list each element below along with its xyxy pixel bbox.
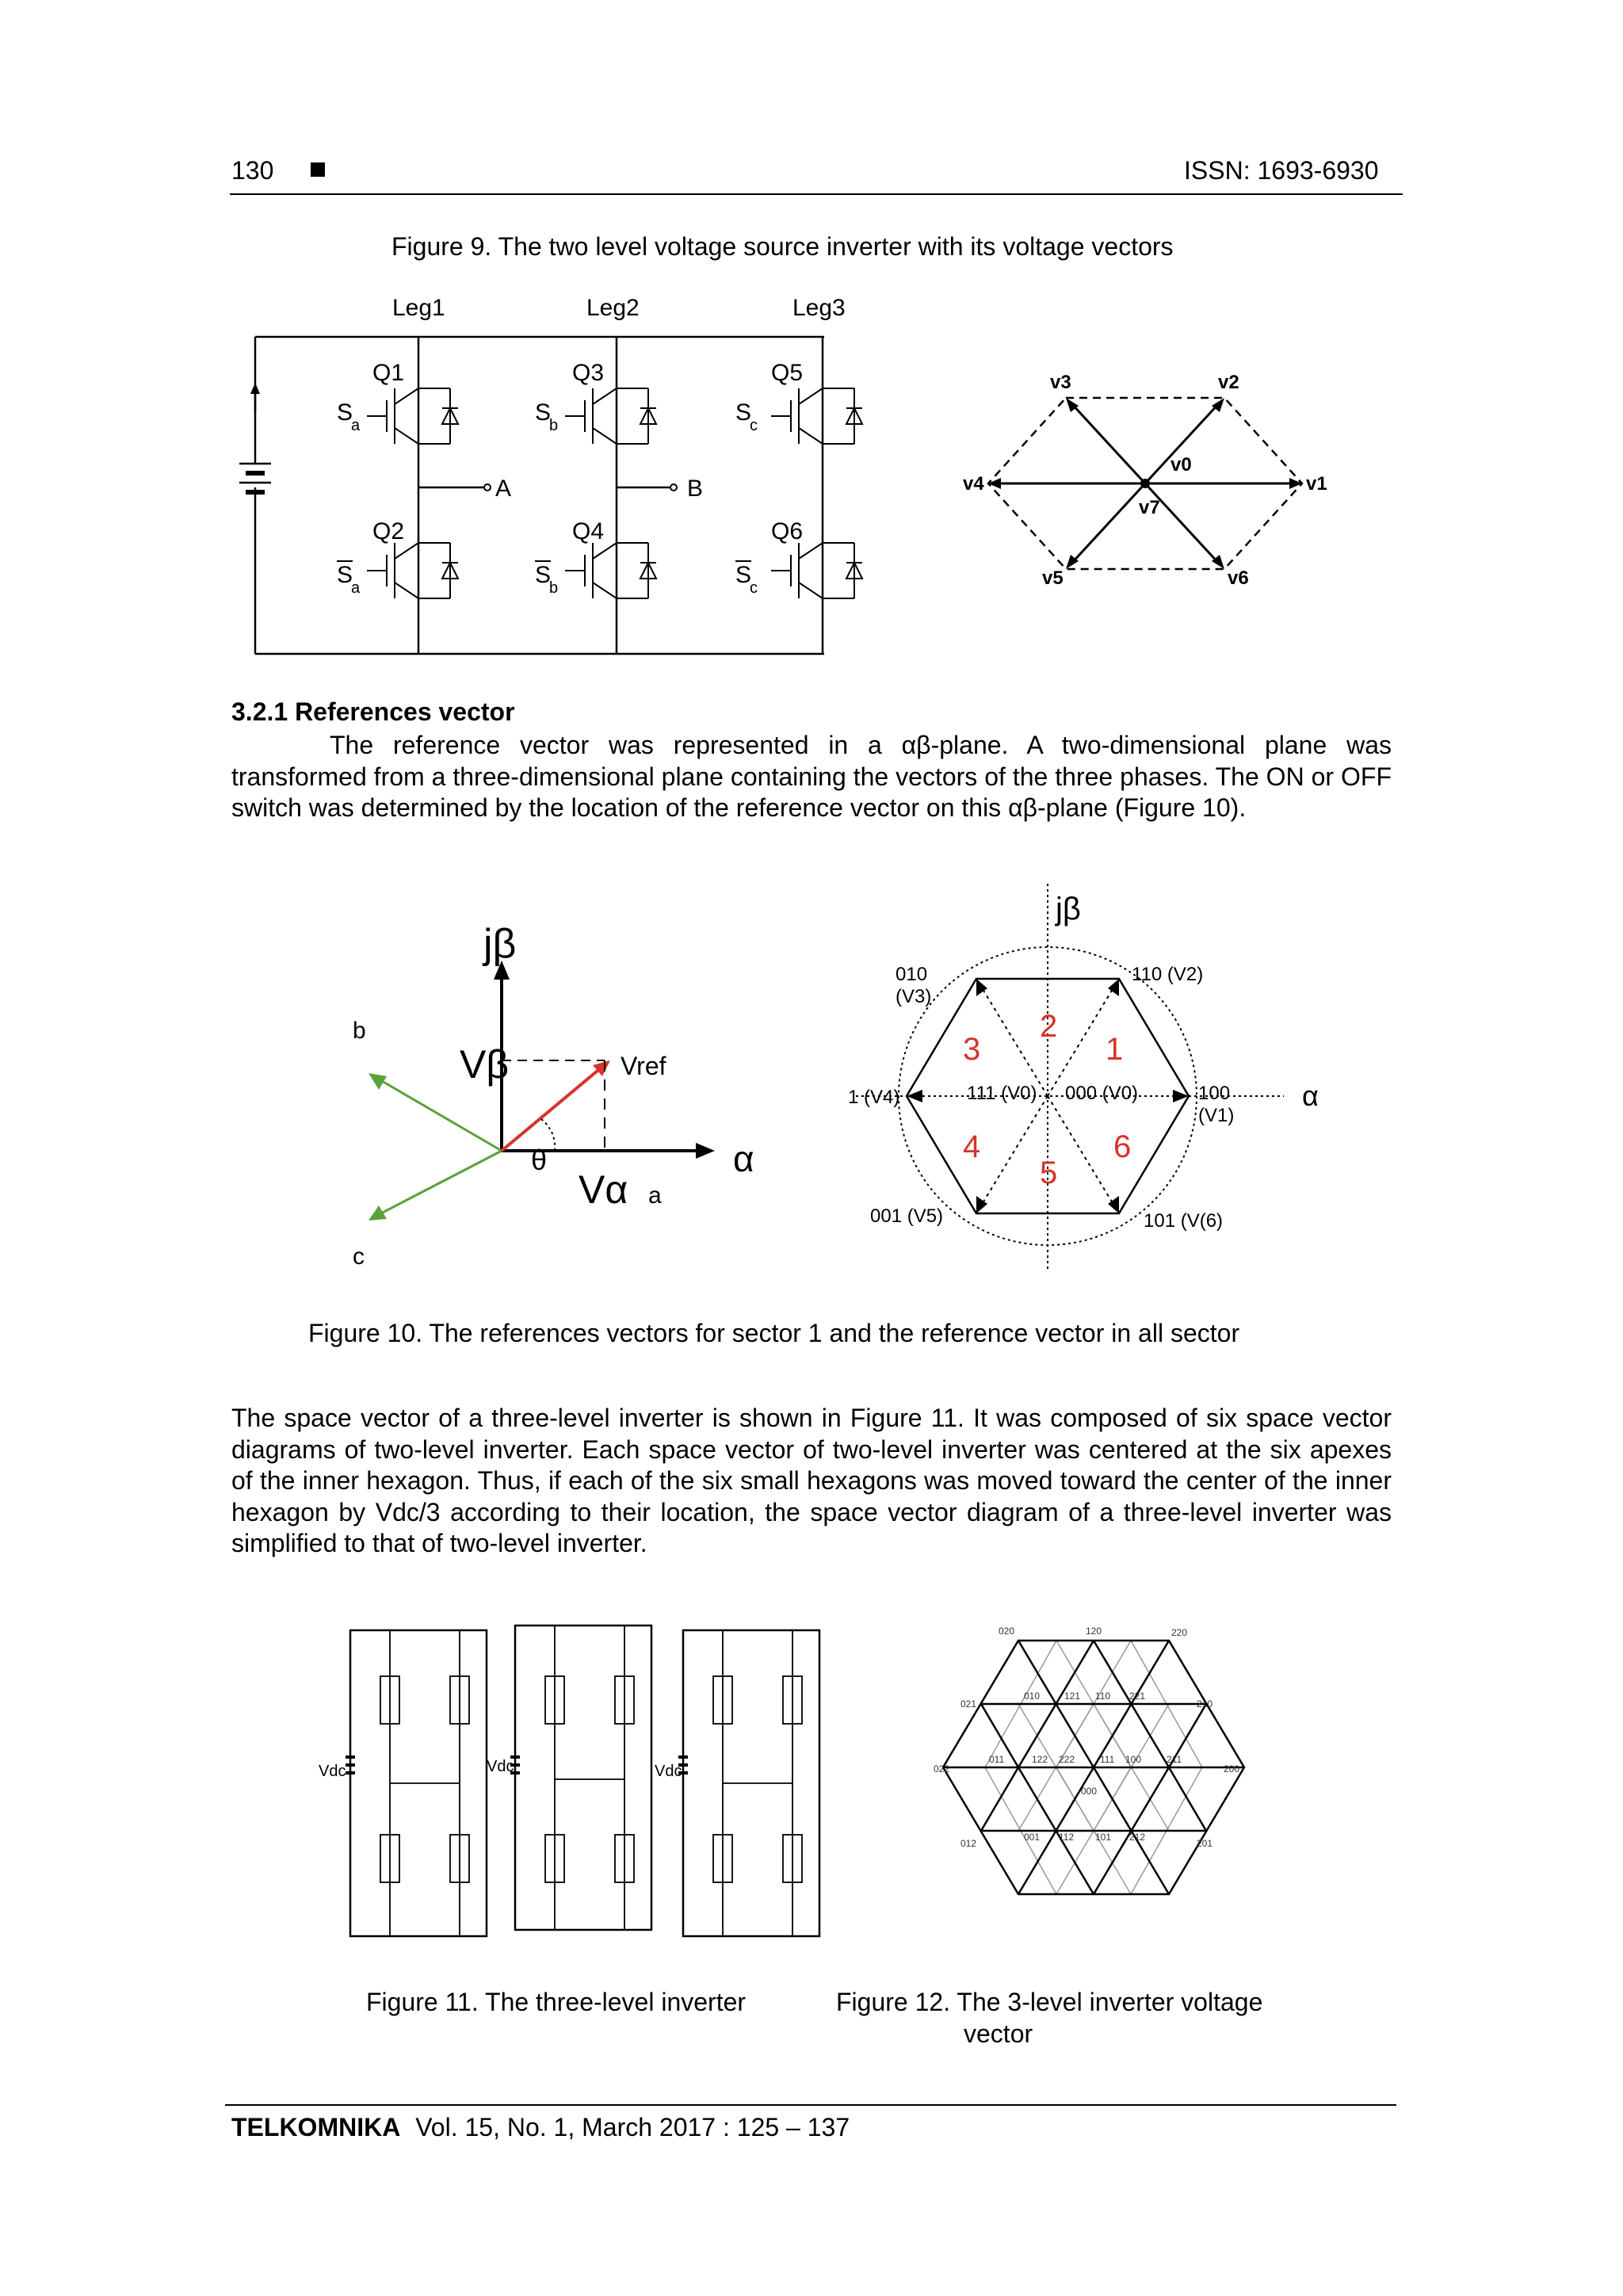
- sector-4-label: 4: [963, 1129, 981, 1164]
- fig12-label-222: 222: [1059, 1754, 1075, 1765]
- fig10-label-valpha: Vα: [579, 1167, 628, 1212]
- fig12-label-020: 020: [999, 1626, 1015, 1637]
- fig10-label-a: a: [648, 1182, 662, 1209]
- gate-sa-bar-label: S: [337, 562, 353, 588]
- figure9-voltage-vector-hexagon: [963, 366, 1335, 592]
- vector-v1-label: v1: [1306, 473, 1327, 495]
- fig10r-v2: 110 (V2): [1132, 964, 1204, 985]
- gate-sa-label: S: [337, 399, 353, 426]
- fig10-label-b: b: [353, 1018, 366, 1044]
- gate-sb-bar-label: S: [535, 562, 552, 588]
- fig11-vdc-label-2: Vdc: [487, 1758, 514, 1775]
- section-heading: 3.2.1 References vector: [231, 697, 515, 726]
- fig10r-v0b: 000 (V0): [1065, 1083, 1139, 1104]
- sector-3-label: 3: [963, 1032, 981, 1067]
- figure12-three-level-vector-diagram: [919, 1617, 1268, 1918]
- vector-v0-label: v0: [1170, 454, 1192, 476]
- gate-sb-label: S: [535, 399, 552, 426]
- fig10r-axis-jbeta: jβ: [1056, 892, 1081, 926]
- sector-2-label: 2: [1040, 1009, 1058, 1044]
- fig10-label-c: c: [353, 1244, 365, 1268]
- figure11-three-level-inverter: [317, 1621, 840, 1938]
- footer-rule: [225, 2104, 1396, 2106]
- fig10r-axis-alpha: α: [1302, 1079, 1319, 1112]
- leg1-label: Leg1: [392, 295, 445, 321]
- vector-v6-label: v6: [1228, 567, 1249, 589]
- gate-sub-c: c: [750, 417, 758, 434]
- fig10r-v1a: 100: [1198, 1083, 1231, 1104]
- gate-sub-c2: c: [750, 579, 758, 597]
- fig10r-v5: 001 (V5): [870, 1205, 944, 1227]
- fig12-label-000: 000: [1081, 1786, 1098, 1797]
- figure9-inverter-circuit: [238, 289, 888, 662]
- leg3-label: Leg3: [792, 295, 846, 321]
- fig12-label-111: 111: [1100, 1754, 1115, 1765]
- vector-v7-label: v7: [1139, 497, 1160, 518]
- header-rule: [230, 193, 1403, 195]
- q5-label: Q5: [771, 360, 804, 386]
- paragraph-2-text: The space vector of a three-level inverter is shown in Figure 11. It was composed of six space vector diagrams of two-level inverter. Each space vector of two-level inverter was centered at the six apexes of the inner hexagon. Thus, if each of the six small hexagons was moved toward the center of the inner hexagon by Vdc/3 according to their location, the space vector diagram of a three-level inverter was simplified to that of two-level inverter.: [231, 1404, 1392, 1557]
- q3-label: Q3: [572, 360, 605, 386]
- sector-6-label: 6: [1113, 1129, 1132, 1164]
- figure12-caption-line2: vector: [964, 2019, 1033, 2048]
- fig12-label-221: 221: [1129, 1690, 1146, 1702]
- gate-sc-bar-label: S: [735, 562, 752, 588]
- fig12-label-012: 012: [960, 1838, 977, 1849]
- fig10r-v3a: 010: [896, 964, 928, 985]
- fig12-label-120: 120: [1086, 1626, 1102, 1637]
- fig10-label-theta: θ: [531, 1144, 548, 1176]
- fig12-label-022: 022: [934, 1763, 950, 1775]
- fig11-vdc-label-1: Vdc: [319, 1763, 346, 1780]
- page-number: 130: [231, 156, 274, 185]
- q6-label: Q6: [771, 518, 804, 544]
- fig12-label-100: 100: [1125, 1754, 1142, 1765]
- vector-v3-label: v3: [1050, 372, 1071, 393]
- fig10r-v0a: 111 (V0): [967, 1083, 1037, 1104]
- figure9-caption: Figure 9. The two level voltage source inverter with its voltage vectors: [391, 232, 1174, 261]
- fig11-vdc-label-3: Vdc: [655, 1763, 682, 1780]
- node-b-label: B: [687, 476, 704, 502]
- fig10r-v6: 101 (V(6): [1144, 1210, 1224, 1232]
- fig12-label-121: 121: [1064, 1690, 1081, 1702]
- section-paragraph-text: The reference vector was represented in a αβ-plane. A two-dimensional plane was transformed from a three-dimensional plane containing the vectors of the three phases. The ON or OFF switch was determined by the location of the reference vector on this αβ-plane (Figure 10).: [231, 731, 1392, 822]
- figure11-caption: Figure 11. The three-level inverter: [366, 1988, 747, 2016]
- fig12-label-011: 011: [989, 1754, 1005, 1765]
- fig12-label-001: 001: [1024, 1832, 1041, 1843]
- fig12-label-010: 010: [1024, 1690, 1041, 1702]
- vector-v2-label: v2: [1218, 372, 1239, 393]
- fig12-label-212: 212: [1129, 1832, 1146, 1843]
- fig10-label-vref: Vref: [621, 1052, 666, 1080]
- fig12-label-200: 200: [1224, 1763, 1240, 1775]
- section-paragraph: [231, 730, 1392, 824]
- gate-sub-a: a: [351, 417, 361, 434]
- fig12-label-122: 122: [1032, 1754, 1048, 1765]
- fig12-label-110: 110: [1095, 1690, 1111, 1702]
- gate-sc-label: S: [735, 399, 752, 426]
- fig10-axis-alpha: α: [733, 1138, 754, 1179]
- leg2-label: Leg2: [586, 295, 640, 321]
- gate-sub-b: b: [549, 417, 559, 434]
- footer: [231, 2113, 850, 2142]
- figure10-sector-hexagon: [840, 884, 1347, 1272]
- fig12-label-211: 211: [1167, 1754, 1182, 1765]
- figure10-caption: Figure 10. The references vectors for sector 1 and the reference vector in all sector: [308, 1319, 1240, 1347]
- issn: ISSN: 1693-6930: [1184, 156, 1379, 185]
- sector-5-label: 5: [1040, 1156, 1058, 1190]
- footer-journal: TELKOMNIKA: [231, 2113, 401, 2141]
- vector-v5-label: v5: [1042, 567, 1064, 589]
- fig10r-v3b: (V3): [896, 986, 932, 1007]
- q2-label: Q2: [372, 518, 405, 544]
- fig12-label-220: 220: [1171, 1627, 1188, 1638]
- gate-sub-b2: b: [549, 579, 559, 597]
- footer-citation: Vol. 15, No. 1, March 2017 : 125 – 137: [415, 2113, 850, 2141]
- gate-sub-a2: a: [351, 579, 361, 597]
- header-square-icon: [311, 162, 325, 177]
- fig12-label-210: 210: [1197, 1698, 1213, 1710]
- fig10r-v4: 1 (V4): [848, 1087, 900, 1108]
- fig12-label-201: 201: [1197, 1838, 1213, 1849]
- fig12-label-021: 021: [960, 1698, 977, 1710]
- figure12-caption-line1: Figure 12. The 3-level inverter voltage: [836, 1988, 1263, 2016]
- fig10r-v1b: (V1): [1198, 1105, 1235, 1126]
- q1-label: Q1: [372, 360, 405, 386]
- q4-label: Q4: [572, 518, 605, 544]
- fig10-axis-jbeta: jβ: [483, 921, 517, 967]
- vector-v4-label: v4: [963, 473, 984, 495]
- fig12-label-101: 101: [1095, 1832, 1112, 1843]
- figure10-reference-vector-diagram: [333, 919, 824, 1268]
- fig10-label-vbeta: Vβ: [460, 1042, 510, 1087]
- sector-1-label: 1: [1106, 1032, 1124, 1067]
- paragraph-2: [231, 1403, 1392, 1560]
- fig12-label-112: 112: [1059, 1832, 1075, 1843]
- node-a-label: A: [495, 476, 512, 502]
